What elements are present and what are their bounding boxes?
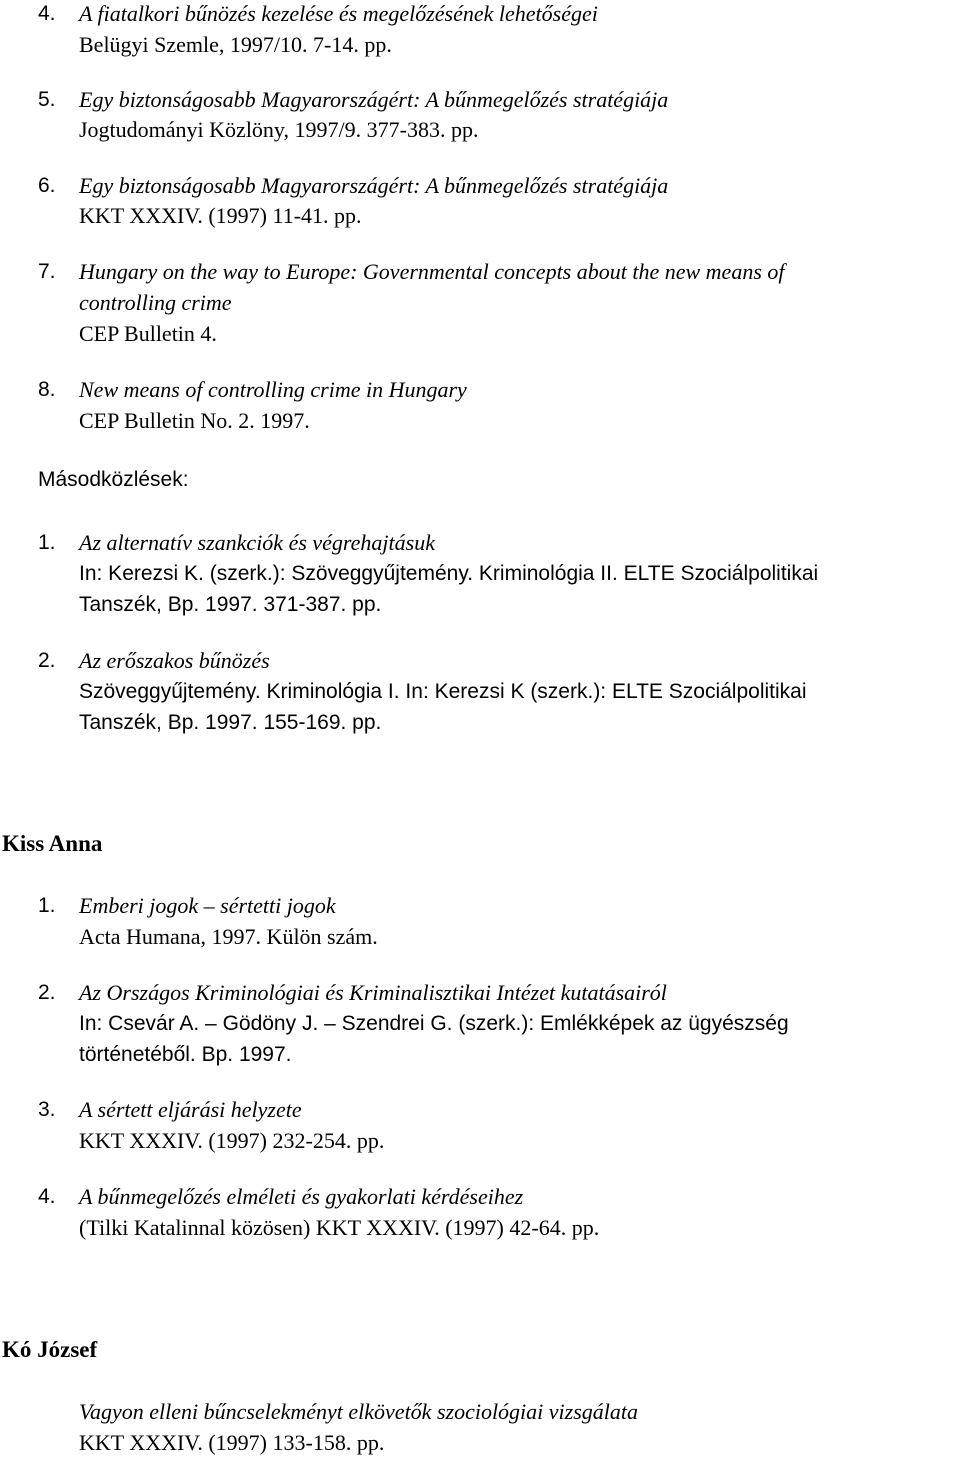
entry-title: Az Országos Kriminológiai és Kriminalisztikai Intézet kutatásairól <box>79 980 667 1005</box>
entry-number: 3. <box>38 1098 56 1121</box>
entry-source: KKT XXXIV. (1997) 133-158. pp. <box>79 1430 385 1455</box>
entry-title: Egy biztonságosabb Magyarországért: A bűnmegelőzés stratégiája <box>79 87 669 112</box>
entry-source: Acta Humana, 1997. Külön szám. <box>79 924 378 949</box>
entry-number: 8. <box>38 378 56 401</box>
entry-source: In: Csevár A. – Gödöny J. – Szendrei G. (szerk.): Emlékképek az ügyészség <box>79 1012 789 1035</box>
entry-title: A fiatalkori bűnözés kezelése és megelőzésének lehetőségei <box>79 1 598 26</box>
entry-number: 7. <box>38 260 56 283</box>
author-name: Kó József <box>2 1337 98 1362</box>
entry-source: CEP Bulletin No. 2. 1997. <box>79 408 310 433</box>
entry-source-continued: Tanszék, Bp. 1997. 155-169. pp. <box>79 711 382 734</box>
entry-source: Szöveggyűjtemény. Kriminológia I. In: Kerezsi K (szerk.): ELTE Szociálpolitikai <box>79 680 807 703</box>
entry-title: Az alternatív szankciók és végrehajtásuk <box>79 530 435 555</box>
entry-source: Jogtudományi Közlöny, 1997/9. 377-383. pp. <box>79 117 479 142</box>
entry-number: 4. <box>38 2 56 25</box>
entry-number: 2. <box>38 649 56 672</box>
entry-number: 1. <box>38 894 56 917</box>
entry-number: 5. <box>38 88 56 111</box>
entry-number: 6. <box>38 174 56 197</box>
entry-number: 1. <box>38 531 56 554</box>
entry-source-continued: Tanszék, Bp. 1997. 371-387. pp. <box>79 593 382 616</box>
entry-number: 4. <box>38 1185 56 1208</box>
entry-title: Emberi jogok – sértetti jogok <box>79 893 336 918</box>
entry-title: Hungary on the way to Europe: Governmental concepts about the new means of <box>79 259 785 284</box>
entry-number: 2. <box>38 981 56 1004</box>
entry-title: Egy biztonságosabb Magyarországért: A bűnmegelőzés stratégiája <box>79 173 669 198</box>
entry-source: CEP Bulletin 4. <box>79 321 217 346</box>
entry-source: In: Kerezsi K. (szerk.): Szöveggyűjtemény. Kriminológia II. ELTE Szociálpolitikai <box>79 562 819 585</box>
entry-title: A bűnmegelőzés elméleti és gyakorlati kérdéseihez <box>79 1184 524 1209</box>
entry-source: KKT XXXIV. (1997) 11-41. pp. <box>79 203 362 228</box>
author-name: Kiss Anna <box>2 831 103 856</box>
entry-source: (Tilki Katalinnal közösen) KKT XXXIV. (1997) 42-64. pp. <box>79 1215 600 1240</box>
entry-title: A sértett eljárási helyzete <box>79 1097 302 1122</box>
entry-source: Belügyi Szemle, 1997/10. 7-14. pp. <box>79 32 392 57</box>
entry-title: New means of controlling crime in Hungary <box>79 377 467 402</box>
entry-source-continued: történetéből. Bp. 1997. <box>79 1043 292 1066</box>
entry-title: Az erőszakos bűnözés <box>79 648 270 673</box>
entry-source: KKT XXXIV. (1997) 232-254. pp. <box>79 1128 385 1153</box>
entry-title-continued: controlling crime <box>79 290 232 315</box>
entry-title: Vagyon elleni bűncselekményt elkövetők szociológiai vizsgálata <box>79 1399 639 1424</box>
section-heading: Másodközlések: <box>38 468 189 491</box>
